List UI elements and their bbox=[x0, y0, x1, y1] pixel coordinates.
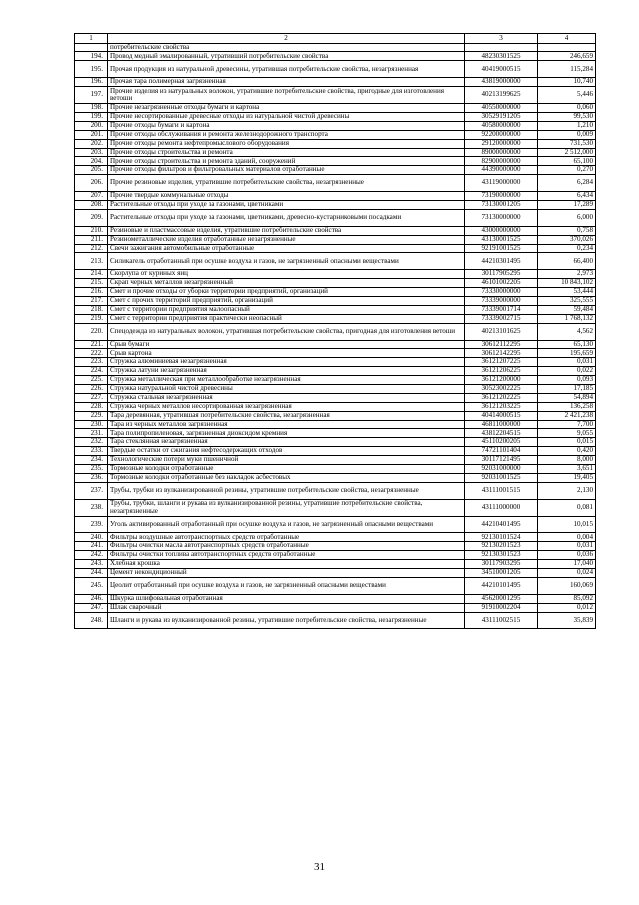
row-value: 10,740 bbox=[538, 78, 596, 87]
row-code: 92200000000 bbox=[465, 130, 538, 139]
row-code: 30612112295 bbox=[465, 340, 538, 349]
row-code: 40213101625 bbox=[465, 323, 538, 340]
row-code: 73190000000 bbox=[465, 192, 538, 201]
table-row bbox=[75, 157, 596, 166]
table-row bbox=[75, 279, 596, 288]
row-code: 44210301495 bbox=[465, 253, 538, 270]
row-code: 92130101524 bbox=[465, 533, 538, 542]
row-number: 233. bbox=[75, 447, 108, 456]
row-description: Срыв бумаги bbox=[108, 340, 465, 349]
row-number: 212. bbox=[75, 244, 108, 253]
table-row bbox=[75, 296, 596, 305]
row-description: Провод медный эмалированный, утративший потребительские свойства bbox=[108, 52, 465, 61]
row-code: 30612142295 bbox=[465, 349, 538, 358]
row-description: Шлак сварочный bbox=[108, 603, 465, 612]
row-description: Смет с территории предприятия малоопасный bbox=[108, 305, 465, 314]
row-value: 136,258 bbox=[538, 402, 596, 411]
row-code: 73339000000 bbox=[465, 296, 538, 305]
row-description: Тормозные колодки отработанные без накладок асбестовых bbox=[108, 473, 465, 482]
row-value: 0,060 bbox=[538, 104, 596, 113]
row-code: 46101002205 bbox=[465, 279, 538, 288]
row-code: 48230301525 bbox=[465, 52, 538, 61]
table-row bbox=[75, 209, 596, 226]
row-value: 17,185 bbox=[538, 384, 596, 393]
row-number: 211. bbox=[75, 235, 108, 244]
table-row bbox=[75, 499, 596, 516]
row-number: 214. bbox=[75, 270, 108, 279]
row-value: 2,130 bbox=[538, 482, 596, 499]
header-col-2: 2 bbox=[108, 34, 465, 44]
row-value: 6,434 bbox=[538, 192, 596, 201]
row-description: Трубы, трубки из вулканизированной резины, утратившие потребительские свойства, незагрязненные bbox=[108, 482, 465, 499]
row-description: Срыв картона bbox=[108, 349, 465, 358]
waste-table bbox=[74, 33, 596, 629]
row-code: 92130201523 bbox=[465, 542, 538, 551]
header-col-1: 1 bbox=[75, 34, 108, 44]
row-number: 217. bbox=[75, 296, 108, 305]
row-description: Тормозные колодки отработанные bbox=[108, 465, 465, 474]
row-number: 207. bbox=[75, 192, 108, 201]
table-row bbox=[75, 175, 596, 192]
row-value: 0,004 bbox=[538, 533, 596, 542]
row-number: 230. bbox=[75, 420, 108, 429]
row-number: 195. bbox=[75, 61, 108, 78]
table-row bbox=[75, 192, 596, 201]
row-value: 65,100 bbox=[538, 157, 596, 166]
table-row bbox=[75, 244, 596, 253]
row-code: 92130301523 bbox=[465, 551, 538, 560]
row-number: 197. bbox=[75, 87, 108, 104]
row-number: 237. bbox=[75, 482, 108, 499]
row-number: 228. bbox=[75, 402, 108, 411]
row-code: 44390000000 bbox=[465, 166, 538, 175]
row-number: 234. bbox=[75, 456, 108, 465]
table-row bbox=[75, 314, 596, 323]
row-value bbox=[538, 43, 596, 52]
row-value: 2 421,238 bbox=[538, 411, 596, 420]
header-col-3: 3 bbox=[465, 34, 538, 44]
row-value: 0,022 bbox=[538, 367, 596, 376]
row-code: 40213199625 bbox=[465, 87, 538, 104]
row-code: 44210401495 bbox=[465, 516, 538, 533]
table-row bbox=[75, 577, 596, 594]
row-number: 206. bbox=[75, 175, 108, 192]
row-description: Смет и прочие отходы от уборки территории предприятий, организаций bbox=[108, 288, 465, 297]
row-value: 0,012 bbox=[538, 603, 596, 612]
row-number: 216. bbox=[75, 288, 108, 297]
row-value: 4,562 bbox=[538, 323, 596, 340]
row-value: 0,093 bbox=[538, 376, 596, 385]
row-code: 40580000000 bbox=[465, 121, 538, 130]
row-description: Цемент некондиционный bbox=[108, 569, 465, 578]
row-code: 92191001525 bbox=[465, 244, 538, 253]
table-row bbox=[75, 288, 596, 297]
row-number: 204. bbox=[75, 157, 108, 166]
row-description: Резиновые и пластмассовые изделия, утратившие потребительские свойства bbox=[108, 226, 465, 235]
table-row bbox=[75, 420, 596, 429]
row-description: Скрап черных металлов незагрязненный bbox=[108, 279, 465, 288]
row-code: 43812204515 bbox=[465, 429, 538, 438]
row-value: 53,444 bbox=[538, 288, 596, 297]
table-row bbox=[75, 112, 596, 121]
row-code: 36121203225 bbox=[465, 402, 538, 411]
row-code: 73339002715 bbox=[465, 314, 538, 323]
row-number: 244. bbox=[75, 569, 108, 578]
row-number: 208. bbox=[75, 200, 108, 209]
waste-table-container bbox=[74, 33, 595, 629]
table-row bbox=[75, 358, 596, 367]
row-number: 243. bbox=[75, 560, 108, 569]
table-row bbox=[75, 130, 596, 139]
row-code: 92031000000 bbox=[465, 465, 538, 474]
row-value: 85,092 bbox=[538, 594, 596, 603]
row-number: 227. bbox=[75, 393, 108, 402]
table-row bbox=[75, 542, 596, 551]
row-description: Прочие отходы обслуживания и ремонта железнодорожного транспорта bbox=[108, 130, 465, 139]
row-code: 36121207225 bbox=[465, 358, 538, 367]
table-row bbox=[75, 305, 596, 314]
row-value: 115,284 bbox=[538, 61, 596, 78]
row-value: 370,026 bbox=[538, 235, 596, 244]
table-row bbox=[75, 516, 596, 533]
row-code: 40419000515 bbox=[465, 61, 538, 78]
row-description: Прочие отходы фильтров и фильтровальных материалов отработанные bbox=[108, 166, 465, 175]
row-description: Стружка латуни незагрязненная bbox=[108, 367, 465, 376]
row-description: Уголь активированный отработанный при осушке воздуха и газов, не загрязненный опасными веществами bbox=[108, 516, 465, 533]
table-row bbox=[75, 148, 596, 157]
table-row bbox=[75, 139, 596, 148]
row-description: Прочие твердые коммунальные отходы bbox=[108, 192, 465, 201]
row-number: 231. bbox=[75, 429, 108, 438]
row-description: Тара полипропиленовая, загрязненная диоксидом кремния bbox=[108, 429, 465, 438]
row-value: 0,031 bbox=[538, 542, 596, 551]
row-description: потребительские свойства bbox=[108, 43, 465, 52]
row-code: 43111000000 bbox=[465, 499, 538, 516]
row-description: Шланги и рукава из вулканизированной резины, утратившие потребительские свойства, незагрязненные bbox=[108, 612, 465, 629]
row-number: 248. bbox=[75, 612, 108, 629]
row-number: 196. bbox=[75, 78, 108, 87]
row-code: 43111002515 bbox=[465, 612, 538, 629]
row-description: Смет с прочих территорий предприятий, организаций bbox=[108, 296, 465, 305]
row-value: 6,284 bbox=[538, 175, 596, 192]
table-row bbox=[75, 560, 596, 569]
row-code: 43000000000 bbox=[465, 226, 538, 235]
row-value: 6,000 bbox=[538, 209, 596, 226]
row-value: 0,009 bbox=[538, 130, 596, 139]
row-number: 245. bbox=[75, 577, 108, 594]
table-row bbox=[75, 456, 596, 465]
row-value: 66,400 bbox=[538, 253, 596, 270]
row-number: 238. bbox=[75, 499, 108, 516]
table-row bbox=[75, 447, 596, 456]
table-row bbox=[75, 603, 596, 612]
row-number: 232. bbox=[75, 438, 108, 447]
row-number: 246. bbox=[75, 594, 108, 603]
row-code: 44210101495 bbox=[465, 577, 538, 594]
row-value: 195,659 bbox=[538, 349, 596, 358]
row-description: Прочие изделия из натуральных волокон, утратившие потребительские свойства, пригодные для изготовления ветоши bbox=[108, 87, 465, 104]
row-number: 222. bbox=[75, 349, 108, 358]
row-code: 45110200205 bbox=[465, 438, 538, 447]
row-code: 74721101404 bbox=[465, 447, 538, 456]
row-number: 242. bbox=[75, 551, 108, 560]
row-number: 229. bbox=[75, 411, 108, 420]
row-description: Стружка натуральной чистой древесины bbox=[108, 384, 465, 393]
row-description: Фильтры очистки масла автотранспортных средств отработанные bbox=[108, 542, 465, 551]
table-row bbox=[75, 429, 596, 438]
row-description: Стружка черных металлов несортированная незагрязненная bbox=[108, 402, 465, 411]
table-row bbox=[75, 349, 596, 358]
table-row bbox=[75, 612, 596, 629]
row-number: 201. bbox=[75, 130, 108, 139]
row-code: 43111001515 bbox=[465, 482, 538, 499]
row-value: 1 768,132 bbox=[538, 314, 596, 323]
row-number: 205. bbox=[75, 166, 108, 175]
row-number: 198. bbox=[75, 104, 108, 113]
row-description: Свечи зажигания автомобильные отработанные bbox=[108, 244, 465, 253]
row-value: 0,234 bbox=[538, 244, 596, 253]
row-value: 54,894 bbox=[538, 393, 596, 402]
row-value: 0,036 bbox=[538, 551, 596, 560]
row-code: 73330000000 bbox=[465, 288, 538, 297]
row-code: 73339001714 bbox=[465, 305, 538, 314]
row-value: 7,700 bbox=[538, 420, 596, 429]
table-body bbox=[75, 43, 596, 629]
row-description: Прочие отходы строительства и ремонта зданий, сооружений bbox=[108, 157, 465, 166]
row-description: Прочие несортированные древесные отходы из натуральной чистой древесины bbox=[108, 112, 465, 121]
row-description: Скорлупа от куриных яиц bbox=[108, 270, 465, 279]
page-number: 31 bbox=[314, 861, 325, 873]
row-description: Смет с территории предприятия практически неопасный bbox=[108, 314, 465, 323]
table-row bbox=[75, 533, 596, 542]
row-code: 91910002204 bbox=[465, 603, 538, 612]
row-value: 1,210 bbox=[538, 121, 596, 130]
row-value: 0,024 bbox=[538, 569, 596, 578]
row-code: 30523002225 bbox=[465, 384, 538, 393]
table-row bbox=[75, 121, 596, 130]
table-row bbox=[75, 200, 596, 209]
row-description: Твердые остатки от сжигания нефтесодержащих отходов bbox=[108, 447, 465, 456]
row-value: 5,446 bbox=[538, 87, 596, 104]
row-description: Цеолит отработанный при осушке воздуха и газов, не загрязненный опасными веществами bbox=[108, 577, 465, 594]
row-number: 215. bbox=[75, 279, 108, 288]
table-row bbox=[75, 376, 596, 385]
table-row bbox=[75, 594, 596, 603]
row-value: 17,040 bbox=[538, 560, 596, 569]
row-number: 247. bbox=[75, 603, 108, 612]
row-code: 43130001525 bbox=[465, 235, 538, 244]
table-row bbox=[75, 52, 596, 61]
row-number: 194. bbox=[75, 52, 108, 61]
table-row bbox=[75, 367, 596, 376]
row-description: Растительные отходы при уходе за газонами, цветниками bbox=[108, 200, 465, 209]
row-description: Прочая продукция из натуральной древесины, утратившая потребительские свойства, незагрязненная bbox=[108, 61, 465, 78]
row-description: Прочие отходы бумаги и картона bbox=[108, 121, 465, 130]
row-description: Стружка алюминиевая незагрязненная bbox=[108, 358, 465, 367]
row-code: 73130000000 bbox=[465, 209, 538, 226]
row-code: 43819000000 bbox=[465, 78, 538, 87]
table-row bbox=[75, 340, 596, 349]
row-description: Резинометаллические изделия отработанные незагрязненные bbox=[108, 235, 465, 244]
row-number: 241. bbox=[75, 542, 108, 551]
row-description: Спецодежда из натуральных волокон, утратившая потребительские свойства, пригодная для изготовления ветоши bbox=[108, 323, 465, 340]
table-row bbox=[75, 253, 596, 270]
row-description: Стружка стальная незагрязненная bbox=[108, 393, 465, 402]
row-description: Прочие отходы ремонта нефтепромыслового оборудования bbox=[108, 139, 465, 148]
row-value: 59,484 bbox=[538, 305, 596, 314]
table-row bbox=[75, 166, 596, 175]
row-number: 199. bbox=[75, 112, 108, 121]
table-row bbox=[75, 438, 596, 447]
table-row bbox=[75, 384, 596, 393]
row-code bbox=[465, 43, 538, 52]
row-description: Шкурка шлифовальная отработанная bbox=[108, 594, 465, 603]
row-value: 2,973 bbox=[538, 270, 596, 279]
row-description: Фильтры воздушные автотранспортных средств отработанные bbox=[108, 533, 465, 542]
row-number: 240. bbox=[75, 533, 108, 542]
table-row bbox=[75, 482, 596, 499]
row-code: 36121206225 bbox=[465, 367, 538, 376]
row-number: 203. bbox=[75, 148, 108, 157]
row-number: 219. bbox=[75, 314, 108, 323]
row-code: 73130001205 bbox=[465, 200, 538, 209]
row-number: 209. bbox=[75, 209, 108, 226]
row-number: 225. bbox=[75, 376, 108, 385]
row-number: 220. bbox=[75, 323, 108, 340]
row-value: 325,555 bbox=[538, 296, 596, 305]
row-number: 224. bbox=[75, 367, 108, 376]
row-value: 65,130 bbox=[538, 340, 596, 349]
row-value: 10,015 bbox=[538, 516, 596, 533]
row-number: 223. bbox=[75, 358, 108, 367]
row-number: 213. bbox=[75, 253, 108, 270]
row-value: 0,758 bbox=[538, 226, 596, 235]
row-value: 8,000 bbox=[538, 456, 596, 465]
row-code: 92031001525 bbox=[465, 473, 538, 482]
row-description: Тара деревянная, утратившая потребительские свойства, незагрязненная bbox=[108, 411, 465, 420]
row-description: Тара из черных металлов загрязненная bbox=[108, 420, 465, 429]
row-code: 36121200000 bbox=[465, 376, 538, 385]
row-description: Прочие незагрязненные отходы бумаги и картона bbox=[108, 104, 465, 113]
row-value: 35,839 bbox=[538, 612, 596, 629]
table-row bbox=[75, 78, 596, 87]
table-header-row bbox=[75, 34, 596, 44]
row-code: 89000000000 bbox=[465, 148, 538, 157]
table-row bbox=[75, 551, 596, 560]
row-number bbox=[75, 43, 108, 52]
table-row bbox=[75, 411, 596, 420]
row-description: Прочие отходы строительства и ремонта bbox=[108, 148, 465, 157]
row-value: 246,659 bbox=[538, 52, 596, 61]
row-number: 235. bbox=[75, 465, 108, 474]
row-description: Стружка металлическая при металлообработке незагрязненная bbox=[108, 376, 465, 385]
row-value: 0,081 bbox=[538, 499, 596, 516]
table-row bbox=[75, 104, 596, 113]
row-number: 236. bbox=[75, 473, 108, 482]
row-description: Хлебная крошка bbox=[108, 560, 465, 569]
table-row bbox=[75, 473, 596, 482]
row-code: 29120000000 bbox=[465, 139, 538, 148]
row-value: 160,069 bbox=[538, 577, 596, 594]
row-description: Трубы, трубки, шланги и рукава из вулканизированной резины, утратившие потребительские свойства, незагрязненные bbox=[108, 499, 465, 516]
row-description: Технологические потери муки пшеничной bbox=[108, 456, 465, 465]
row-code: 30117905295 bbox=[465, 270, 538, 279]
row-number: 226. bbox=[75, 384, 108, 393]
row-description: Растительные отходы при уходе за газонами, цветниками, древесно-кустарниковыми посадками bbox=[108, 209, 465, 226]
row-description: Фильтры очистки топлива автотранспортных средств отработанные bbox=[108, 551, 465, 560]
row-code: 36121202225 bbox=[465, 393, 538, 402]
row-value: 17,289 bbox=[538, 200, 596, 209]
table-row bbox=[75, 402, 596, 411]
row-code: 43119000000 bbox=[465, 175, 538, 192]
table-row bbox=[75, 270, 596, 279]
row-value: 2 512,000 bbox=[538, 148, 596, 157]
table-row bbox=[75, 87, 596, 104]
row-value: 19,405 bbox=[538, 473, 596, 482]
row-code: 30117121495 bbox=[465, 456, 538, 465]
row-value: 731,530 bbox=[538, 139, 596, 148]
row-number: 210. bbox=[75, 226, 108, 235]
table-row bbox=[75, 235, 596, 244]
row-description: Силикагель отработанный при осушке воздуха и газов, не загрязненный опасными веществами bbox=[108, 253, 465, 270]
row-description: Прочая тара полимерная загрязненная bbox=[108, 78, 465, 87]
row-code: 45620001295 bbox=[465, 594, 538, 603]
row-code: 46811000000 bbox=[465, 420, 538, 429]
table-row bbox=[75, 569, 596, 578]
row-code: 82900000000 bbox=[465, 157, 538, 166]
table-row bbox=[75, 43, 596, 52]
row-code: 30529191205 bbox=[465, 112, 538, 121]
row-code: 40414000515 bbox=[465, 411, 538, 420]
row-value: 0,031 bbox=[538, 358, 596, 367]
row-value: 0,015 bbox=[538, 438, 596, 447]
row-value: 9,055 bbox=[538, 429, 596, 438]
row-description: Прочие резиновые изделия, утратившие потребительские свойства, незагрязненные bbox=[108, 175, 465, 192]
header-col-4: 4 bbox=[538, 34, 596, 44]
row-number: 202. bbox=[75, 139, 108, 148]
table-row bbox=[75, 465, 596, 474]
row-number: 218. bbox=[75, 305, 108, 314]
table-row bbox=[75, 323, 596, 340]
row-description: Тара стеклянная незагрязненная bbox=[108, 438, 465, 447]
row-code: 40550000000 bbox=[465, 104, 538, 113]
row-value: 0,420 bbox=[538, 447, 596, 456]
row-value: 99,530 bbox=[538, 112, 596, 121]
row-value: 0,270 bbox=[538, 166, 596, 175]
row-number: 200. bbox=[75, 121, 108, 130]
row-number: 221. bbox=[75, 340, 108, 349]
row-code: 34510001205 bbox=[465, 569, 538, 578]
row-number: 239. bbox=[75, 516, 108, 533]
row-value: 10 843,102 bbox=[538, 279, 596, 288]
table-row bbox=[75, 393, 596, 402]
row-code: 30117903295 bbox=[465, 560, 538, 569]
table-row bbox=[75, 226, 596, 235]
table-row bbox=[75, 61, 596, 78]
row-value: 3,651 bbox=[538, 465, 596, 474]
